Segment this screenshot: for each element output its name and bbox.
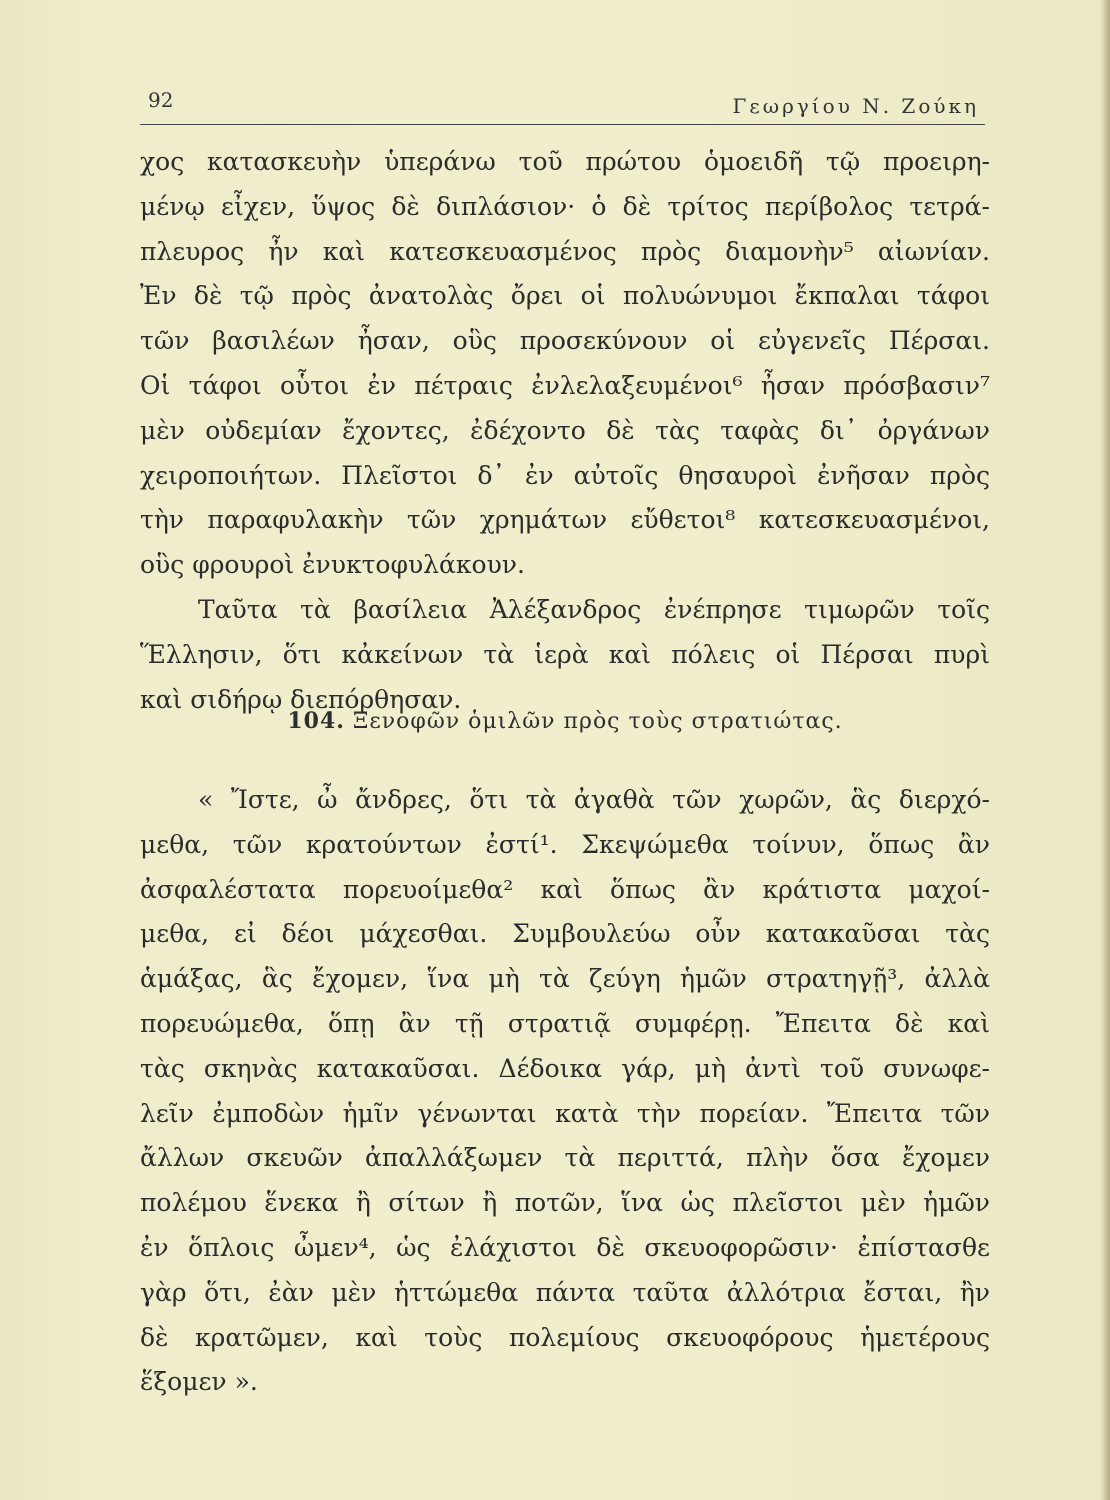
text-line: ἄλλων σκευῶν ἀπαλλάξωμεν τὰ περιττά, πλὴν ὅσα ἔχομεν: [140, 1143, 990, 1173]
text-line: γὰρ ὅτι, ἐὰν μὲν ἡττώμεθα πάντα ταῦτα ἀλλότρια ἔσται, ἢν: [140, 1277, 990, 1307]
text-line: δὲ κρατῶμεν, καὶ τοὺς πολεμίους σκευοφόρους ἡμετέρους: [140, 1322, 990, 1352]
text-line: πολέμου ἕνεκα ἢ σίτων ἢ ποτῶν, ἵνα ὡς πλεῖστοι μὲν ἡμῶν: [140, 1188, 990, 1218]
text-line: Ἕλλησιν, ὅτι κἀκείνων τὰ ἱερὰ καὶ πόλεις οἱ Πέρσαι πυρὶ: [140, 639, 990, 669]
text-line: μεθα, τῶν κρατούντων ἐστί¹. Σκεψώμεθα τοίνυν, ὅπως ἂν: [140, 829, 990, 859]
text-line: πορευώμεθα, ὅπῃ ἂν τῇ στρατιᾷ συμφέρῃ. Ἔπειτα δὲ καὶ: [140, 1008, 990, 1038]
text-line: τὰς σκηνὰς κατακαῦσαι. Δέδοικα γάρ, μὴ ἀντὶ τοῦ συνωφε-: [140, 1053, 990, 1083]
text-line: μεθα, εἰ δέοι μάχεσθαι. Συμβουλεύω οὖν κατακαῦσαι τὰς: [140, 919, 990, 949]
section-103-text: [140, 140, 990, 722]
page-edge-shadow: [1100, 0, 1110, 1500]
text-line: ἀσφαλέστατα πορευοίμεθα² καὶ ὅπως ἂν κράτιστα μαχοί-: [140, 874, 990, 904]
text-line: χειροποιήτων. Πλεῖστοι δ᾿ ἐν αὐτοῖς θησαυροὶ ἐνῆσαν πρὸς: [140, 460, 990, 490]
text-line: ἐν ὅπλοις ὦμεν⁴, ὡς ἐλάχιστοι δὲ σκευοφορῶσιν· ἐπίστασθε: [140, 1232, 990, 1262]
text-line: ἁμάξας, ἃς ἔχομεν, ἵνα μὴ τὰ ζεύγη ἡμῶν στρατηγῇ³, ἀλλὰ: [140, 964, 990, 994]
section-title: Ξενοφῶν ὁμιλῶν πρὸς τοὺς στρατιώτας.: [352, 709, 843, 734]
running-head: Γεωργίου Ν. Ζούκη: [732, 94, 979, 118]
text-line: τὴν παραφυλακὴν τῶν χρημάτων εὔθετοι⁸ κατεσκευασμένοι,: [140, 505, 990, 535]
text-line: χος κατασκευὴν ὑπεράνω τοῦ πρώτου ὁμοειδῆ τῷ προειρη-: [140, 147, 990, 176]
text-line: οὓς φρουροὶ ἐνυκτοφυλάκουν.: [140, 550, 525, 580]
text-line: Ταῦτα τὰ βασίλεια Ἀλέξανδρος ἐνέπρησε τιμωρῶν τοῖς: [198, 594, 990, 624]
page-header: [140, 84, 985, 125]
text-line: « Ἴστε, ὦ ἄνδρες, ὅτι τὰ ἀγαθὰ τῶν χωρῶν, ἃς διερχό-: [198, 785, 990, 814]
text-line: μένῳ εἶχεν, ὕψος δὲ διπλάσιον· ὁ δὲ τρίτος περίβολος τετρά-: [140, 191, 990, 221]
section-number: 104.: [287, 708, 345, 734]
text-line: τῶν βασιλέων ἦσαν, οὓς προσεκύνουν οἱ εὐγενεῖς Πέρσαι.: [140, 326, 990, 356]
text-line: Ἐν δὲ τῷ πρὸς ἀνατολὰς ὄρει οἱ πολυώνυμοι ἔκπαλαι τάφοι: [140, 281, 990, 311]
text-line: πλευρος ἦν καὶ κατεσκευασμένος πρὸς διαμονὴν⁵ αἰωνίαν.: [140, 236, 990, 266]
text-line: Οἱ τάφοι οὗτοι ἐν πέτραις ἐνλελαξευμένοι⁶ ἦσαν πρόσβασιν⁷: [140, 370, 990, 400]
text-line: λεῖν ἐμποδὼν ἡμῖν γένωνται κατὰ τὴν πορείαν. Ἔπειτα τῶν: [140, 1098, 990, 1128]
text-line: μὲν οὐδεμίαν ἔχοντες, ἐδέχοντο δὲ τὰς ταφὰς δι᾿ ὀργάνων: [140, 415, 990, 445]
text-line: ἕξομεν ».: [140, 1367, 258, 1397]
text-line: καὶ σιδήρῳ διεπόρθησαν.: [140, 684, 462, 714]
section-heading: [140, 708, 990, 734]
section-104-text: [140, 778, 990, 1405]
page-number: 92: [148, 88, 174, 112]
